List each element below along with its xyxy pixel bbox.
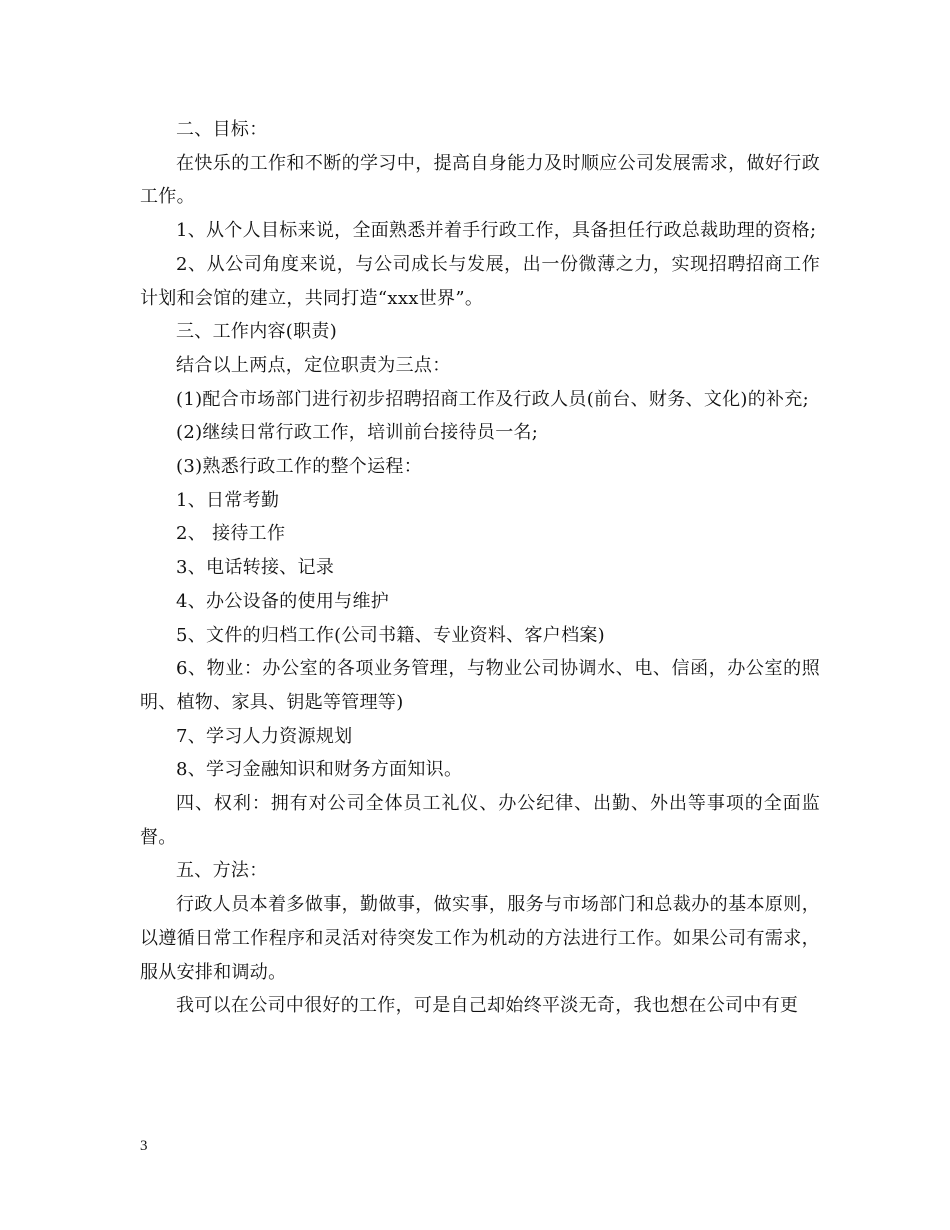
section-heading-duties: 三、工作内容(职责) [176,321,338,343]
list-item: 2、 接待工作 [176,523,286,545]
list-item: (1)配合市场部门进行初步招聘招商工作及行政人员(前台、财务、文化)的补充; [176,388,810,410]
paragraph: 我可以在公司中很好的工作，可是自己却始终平淡无奇，我也想在公司中有更 [176,995,799,1017]
paragraph: 行政人员本着多做事，勤做事，做实事，服务与市场部门和总裁办的基本原则，以遵循日常工作程序和灵活对待突发工作为机动的方法进行工作。如果公司有需求，服从安排和调动。 [140,894,820,983]
list-item: 7、学习人力资源规划 [176,725,353,747]
list-item: (3)熟悉行政工作的整个运程： [176,456,422,478]
list-item: 2、从公司角度来说，与公司成长与发展，出一份微薄之力，实现招聘招商工作计划和会馆的建立，共同打造“xxx世界”。 [140,253,820,309]
list-item: 6、物业：办公室的各项业务管理，与物业公司协调水、电、信函，办公室的照明、植物、家具、钥匙等管理等) [140,658,820,713]
document-body [140,113,820,1023]
list-item: 8、学习金融知识和财务方面知识。 [176,759,463,781]
list-item: 5、文件的归档工作(公司书籍、专业资料、客户档案) [176,624,605,646]
list-item: 1、日常考勤 [176,489,280,511]
paragraph: 在快乐的工作和不断的学习中，提高自身能力及时顺应公司发展需求，做好行政工作。 [140,152,820,208]
list-item: 1、从个人目标来说，全面熟悉并着手行政工作，具备担任行政总裁助理的资格; [176,220,817,242]
page-number: 3 [140,1138,148,1154]
list-item: 3、电话转接、记录 [176,557,335,579]
paragraph: 结合以上两点，定位职责为三点： [176,354,451,376]
section-heading-goals: 二、目标： [176,119,268,140]
list-item: (2)继续日常行政工作，培训前台接待员一名; [176,422,539,444]
section-heading-methods: 五、方法： [176,860,268,882]
section-heading-rights: 四、权利：拥有对公司全体员工礼仪、办公纪律、出勤、外出等事项的全面监督。 [140,793,820,848]
list-item: 4、办公设备的使用与维护 [176,590,390,612]
